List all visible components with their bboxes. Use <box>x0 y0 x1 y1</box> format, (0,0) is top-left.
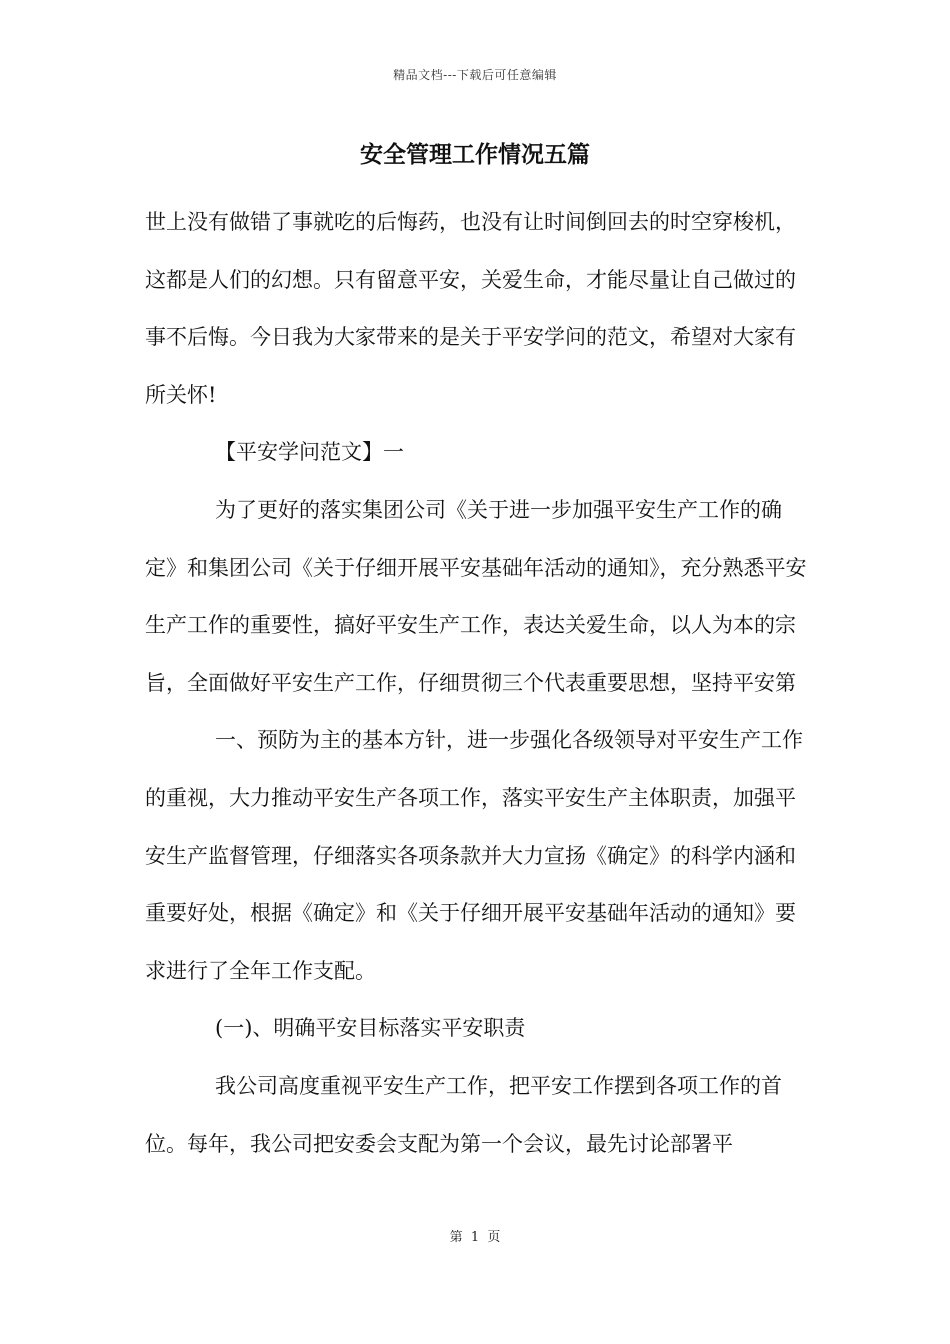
document-body <box>145 194 810 1173</box>
paragraph: 我公司高度重视平安生产工作，把平安工作摆到各项工作的首位。每年，我公司把安委会支配为第一个会议，最先讨论部署平 <box>145 1073 782 1156</box>
paragraph: 一、预防为主的基本方针，进一步强化各级领导对平安生产工作的重视，大力推动平安生产各项工作，落实平安生产主体职责，加强平安生产监督管理，仔细落实各项条款并大力宣扬《确定》的科学内涵和重要好处，根据《确定》和《关于仔细开展平安基础年活动的通知》要求进行了全年工作支配。 <box>145 728 803 983</box>
page-footer <box>0 1226 950 1245</box>
page-header: 精品文档---下载后可任意编辑 <box>393 68 557 82</box>
paragraph: 为了更好的落实集团公司《关于进一步加强平安生产工作的确定》和集团公司《关于仔细开展平安基础年活动的通知》，充分熟悉平安生产工作的重要性，搞好平安生产工作，表达关爱生命，以人为本的宗旨，全面做好平安生产工作，仔细贯彻三个代表重要思想，坚持平安第 <box>145 497 807 695</box>
section-heading: 【平安学问范文】一 <box>215 440 404 465</box>
page-label-prefix: 第 <box>449 1230 463 1245</box>
subsection-heading: (一)、明确平安目标落实平安职责 <box>215 1016 526 1041</box>
document-title: 安全管理工作情况五篇 <box>360 141 590 168</box>
paragraph-intro: 世上没有做错了事就吃的后悔药，也没有让时间倒回去的时空穿梭机，这都是人们的幻想。只有留意平安，关爱生命，才能尽量让自己做过的事不后悔。今日我为大家带来的是关于平安学问的范文，希望对大家有所关怀! <box>145 210 796 407</box>
page-label-suffix: 页 <box>487 1230 501 1245</box>
page-number: 1 <box>470 1230 480 1245</box>
